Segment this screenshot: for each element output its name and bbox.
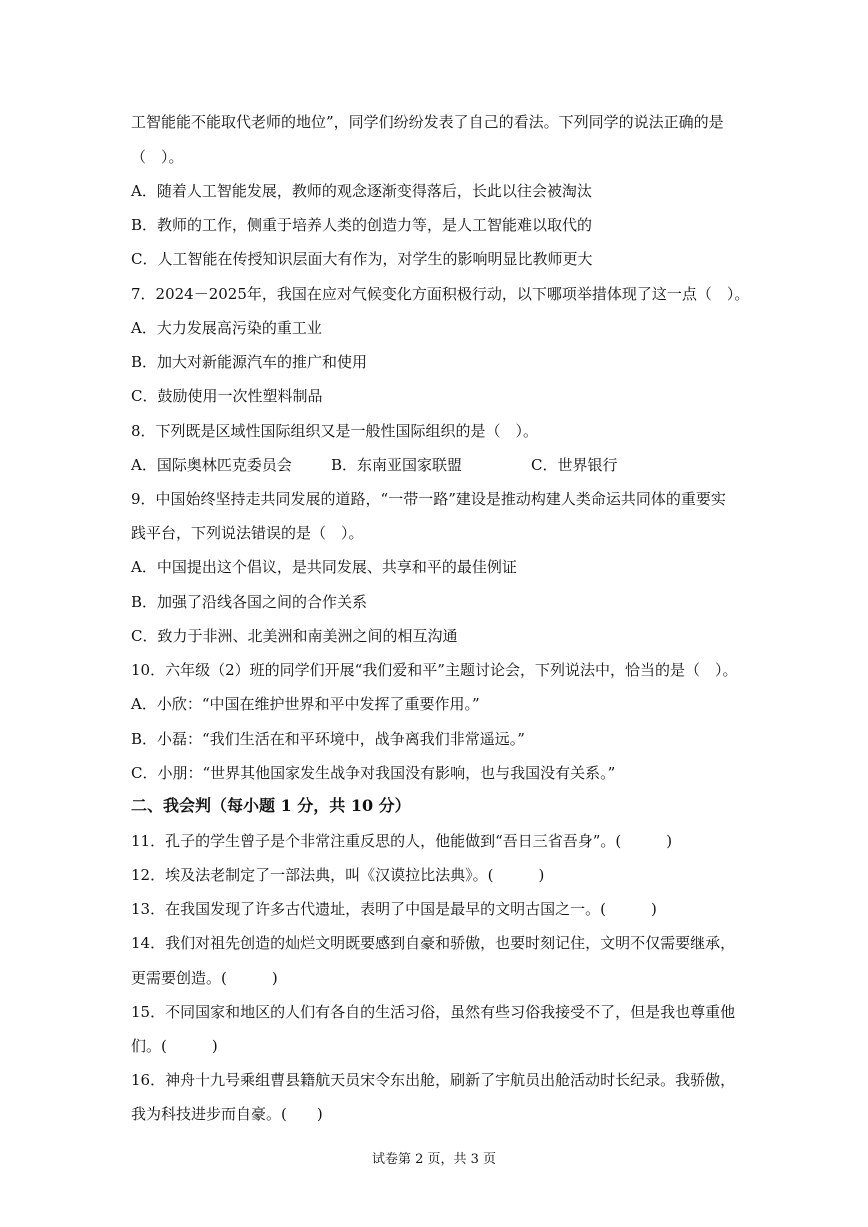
q14-line2: 更需要创造。( ) [131, 969, 278, 987]
q9-option-b: B．加强了沿线各国之间的合作关系 [131, 593, 368, 611]
q10-option-a: A．小欣：“中国在维护世界和平中发挥了重要作用。” [131, 695, 480, 713]
q6-stem-line2: （ ）。 [131, 148, 184, 166]
q6-option-c: C．人工智能在传授知识层面大有作为，对学生的影响明显比教师更大 [131, 250, 593, 268]
q15-line2: 们。( ) [131, 1037, 218, 1055]
q10-stem: 10．六年级（2）班的同学们开展“我们爱和平”主题讨论会，下列说法中，恰当的是（ ）。 [131, 661, 738, 679]
q7-option-c: C．鼓励使用一次性塑料制品 [131, 387, 323, 405]
q13: 13．在我国发现了许多古代遗址，表明了中国是最早的文明古国之一。( ) [131, 900, 657, 918]
q8-options [131, 455, 771, 475]
q6-stem-line1: 工智能能不能取代老师的地位”，同学们纷纷发表了自己的看法。下列同学的说法正确的是 [131, 113, 724, 131]
q9-option-a: A．中国提出这个倡议，是共同发展、共享和平的最佳例证 [131, 558, 517, 576]
q10-option-b: B．小磊：“我们生活在和平环境中，战争离我们非常遥远。” [131, 730, 525, 748]
q12: 12．埃及法老制定了一部法典，叫《汉谟拉比法典》。( ) [131, 866, 545, 884]
section-2-title: 二、我会判（每小题 1 分，共 10 分） [131, 796, 411, 815]
q10-option-c: C．小朋：“世界其他国家发生战争对我国没有影响，也与我国没有关系。” [131, 764, 616, 782]
q7-option-a: A．大力发展高污染的重工业 [131, 319, 322, 337]
q8-option-b: B．东南亚国家联盟 [331, 456, 463, 474]
q6-option-b: B．教师的工作，侧重于培养人类的创造力等，是人工智能难以取代的 [131, 216, 593, 234]
q7-option-b: B．加大对新能源汽车的推广和使用 [131, 353, 368, 371]
page-footer: 试卷第 2 页，共 3 页 [371, 1152, 497, 1167]
q9-stem-line1: 9．中国始终坚持走共同发展的道路，“一带一路”建设是推动构建人类命运共同体的重要实 [131, 490, 726, 508]
q9-stem-line2: 践平台，下列说法错误的是（ ）。 [131, 524, 364, 542]
q9-option-c: C．致力于非洲、北美洲和南美洲之间的相互沟通 [131, 627, 458, 645]
q7-stem: 7．2024－2025年，我国在应对气候变化方面积极行动，以下哪项举措体现了这一点（ ）。 [131, 285, 750, 303]
q11: 11．孔子的学生曾子是个非常注重反思的人，他能做到“吾日三省吾身”。( ) [131, 832, 673, 850]
q16-line1: 16．神舟十九号乘组曹县籍航天员宋令东出舱，刷新了宇航员出舱活动时长纪录。我骄傲， [131, 1071, 736, 1089]
q8-option-c: C．世界银行 [531, 456, 618, 474]
q8-stem: 8．下列既是区域性国际组织又是一般性国际组织的是（ ）。 [131, 422, 539, 440]
q16-line2: 我为科技进步而自豪。( ) [131, 1105, 323, 1123]
q15-line1: 15．不同国家和地区的人们有各自的生活习俗，虽然有些习俗我接受不了，但是我也尊重他 [131, 1003, 736, 1021]
q14-line1: 14．我们对祖先创造的灿烂文明既要感到自豪和骄傲，也要时刻记住，文明不仅需要继承， [131, 934, 736, 952]
q6-option-a: A．随着人工智能发展，教师的观念逐渐变得落后，长此以往会被淘汰 [131, 182, 592, 200]
q8-option-a: A．国际奥林匹克委员会 [131, 456, 292, 474]
